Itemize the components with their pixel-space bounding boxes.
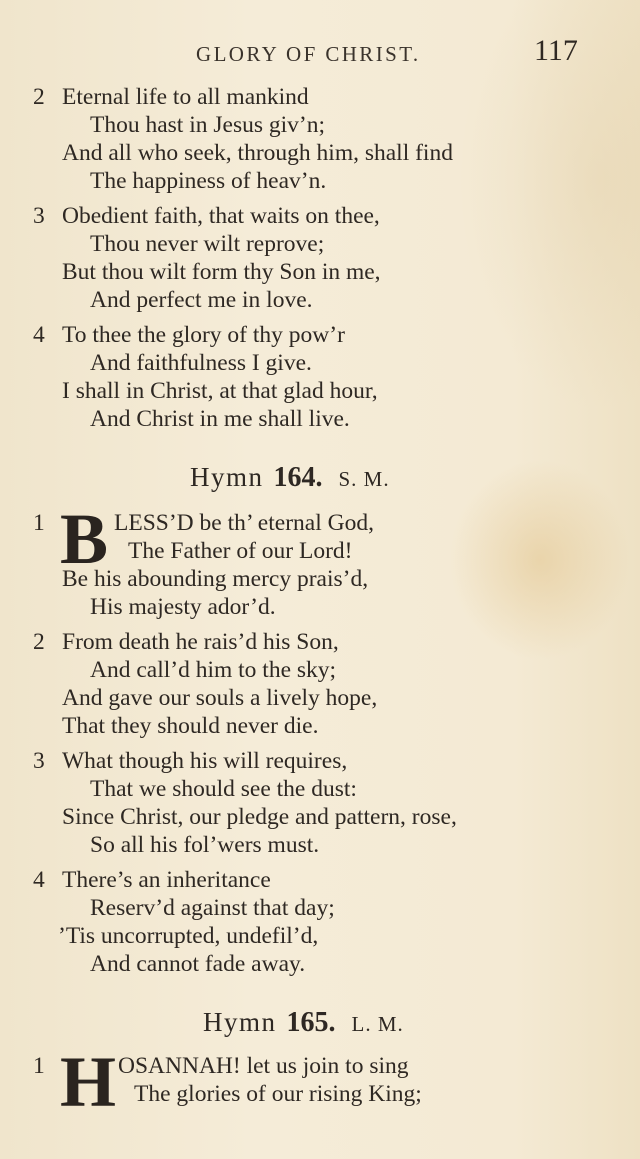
verse-line: That they should never die.	[62, 713, 319, 739]
verse-line: The Father of our Lord!	[128, 538, 353, 564]
verse-line: And perfect me in love.	[90, 287, 313, 313]
drop-cap: H	[60, 1042, 117, 1122]
verse-line: And call’d him to the sky;	[90, 657, 337, 683]
verse-number: 1	[33, 1053, 45, 1079]
page-header	[0, 34, 640, 74]
hymn-word: Hymn	[190, 462, 264, 492]
verse-line: But thou wilt form thy Son in me,	[62, 259, 381, 285]
verse-number: 1	[33, 510, 45, 536]
verse-line: What though his will requires,	[62, 748, 348, 774]
hymn-meter: S. M.	[338, 467, 390, 491]
verse-line: From death he rais’d his Son,	[62, 629, 339, 655]
verse-line: OSANNAH! let us join to sing	[118, 1053, 409, 1079]
verse-line: Obedient faith, that waits on thee,	[62, 203, 380, 229]
verse-line: ’Tis uncorrupted, undefil’d,	[58, 923, 319, 949]
verse-line: Eternal life to all mankind	[62, 84, 309, 110]
verse-number: 2	[33, 629, 45, 655]
verse-number: 3	[33, 203, 45, 229]
verse-line: And all who seek, through him, shall find	[62, 140, 453, 166]
verse-line: His majesty ador’d.	[90, 594, 276, 620]
drop-cap: B	[60, 499, 109, 579]
verse-line: Thou never wilt reprove;	[90, 231, 325, 257]
hymn-165-title	[203, 1007, 404, 1039]
hymn-number: 165.	[286, 1007, 336, 1038]
verse-line: So all his fol’wers must.	[90, 832, 320, 858]
hymn-word: Hymn	[203, 1007, 277, 1037]
hymn-number: 164.	[273, 462, 323, 493]
verse-number: 2	[33, 84, 45, 110]
verse-line: And gave our souls a lively hope,	[62, 685, 378, 711]
verse-line: That we should see the dust:	[90, 776, 357, 802]
hymn-meter: L. M.	[351, 1012, 404, 1036]
verse-number: 4	[33, 867, 45, 893]
verse-line: LESS’D be th’ eternal God,	[114, 510, 374, 536]
verse-line: And faithfulness I give.	[90, 350, 312, 376]
verse-line: Thou hast in Jesus giv’n;	[90, 112, 325, 138]
verse-line: To thee the glory of thy pow’r	[62, 322, 345, 348]
verse-line: The happiness of heav’n.	[90, 168, 327, 194]
verse-line: And Christ in me shall live.	[90, 406, 350, 432]
verse-line: There’s an inheritance	[62, 867, 271, 893]
verse-line: The glories of our rising King;	[134, 1081, 422, 1107]
verse-line: Since Christ, our pledge and pattern, rose,	[62, 804, 457, 830]
verse-line: I shall in Christ, at that glad hour,	[62, 378, 378, 404]
verse-number: 3	[33, 748, 45, 774]
verse-line: Be his abounding mercy prais’d,	[62, 566, 369, 592]
running-head: GLORY OF CHRIST.	[196, 42, 421, 66]
verse-line: And cannot fade away.	[90, 951, 306, 977]
hymn-164-title	[190, 462, 390, 494]
page-number: 117	[534, 34, 578, 67]
verse-number: 4	[33, 322, 45, 348]
verse-line: Reserv’d against that day;	[90, 895, 335, 921]
